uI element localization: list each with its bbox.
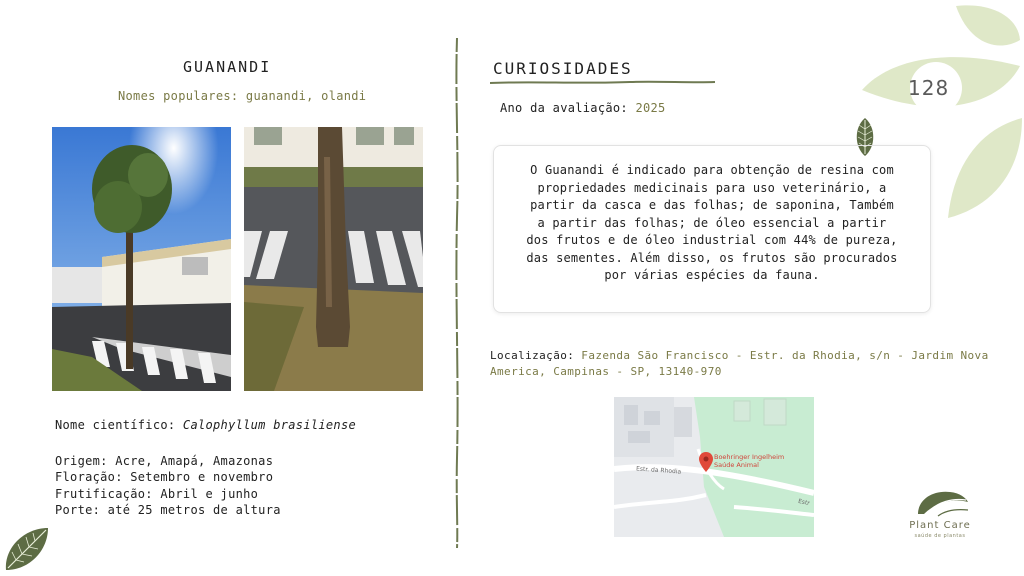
evaluation-year-value: 2025 <box>635 101 666 115</box>
origin-line: Origem: Acre, Amapá, Amazonas <box>55 454 274 468</box>
curiosities-text: O Guanandi é indicado para obtenção de resina com propriedades medicinais para uso veterinário, a partir da casca e das folhas; de saponina, Também a partir das folhas; de óleo essencial a partir dos frutos e de óleo industrial com 44% de pureza, das sementes. Além disso, os frutos são procurados por várias espécies da fauna. <box>526 163 898 282</box>
size-line: Porte: até 25 metros de altura <box>55 503 281 517</box>
brand-tagline: saúde de plantas <box>914 533 966 539</box>
map-road-label: Estr. da Rhodia <box>635 465 682 476</box>
popular-names: Nomes populares: guanandi, olandi <box>118 89 367 103</box>
fruiting-line: Frutificação: Abril e junho <box>55 487 259 501</box>
map-place-label <box>714 453 784 469</box>
map-place-line1: Boehringer Ingelheim <box>714 453 785 461</box>
location-map[interactable] <box>614 397 814 537</box>
brand-name: Plant Care <box>909 520 971 531</box>
location-value: Fazenda São Francisco - Estr. da Rhodia, s/n - Jardim Nova America, Campinas - SP, 13140-970 <box>490 349 989 378</box>
tree-trunk-photo <box>244 127 423 391</box>
scientific-name-label: Nome científico: <box>55 418 183 432</box>
leaf-icon-bottom-left <box>2 526 50 572</box>
leaf-cluster-top-right <box>860 0 1024 222</box>
location-label: Localização: <box>490 349 582 362</box>
plant-care-logo-icon <box>914 488 970 518</box>
scientific-name-value: Calophyllum brasiliense <box>182 418 356 432</box>
tree-photo-wide <box>52 127 231 391</box>
curiosities-underline <box>490 78 715 86</box>
evaluation-year <box>500 101 666 115</box>
page-number: 128 <box>908 76 950 100</box>
curiosities-title: CURIOSIDADES <box>493 59 633 78</box>
flowering-line: Floração: Setembro e novembro <box>55 470 274 484</box>
species-title: GUANANDI <box>183 58 272 76</box>
scientific-name <box>55 418 356 432</box>
evaluation-year-label: Ano da avaliação: <box>500 101 636 115</box>
location <box>490 348 990 380</box>
map-place-line2: Saúde Animal <box>714 461 759 469</box>
map-pin-icon[interactable] <box>699 452 713 472</box>
map-road-label-2: Estr <box>797 497 811 508</box>
vertical-divider <box>453 38 461 548</box>
